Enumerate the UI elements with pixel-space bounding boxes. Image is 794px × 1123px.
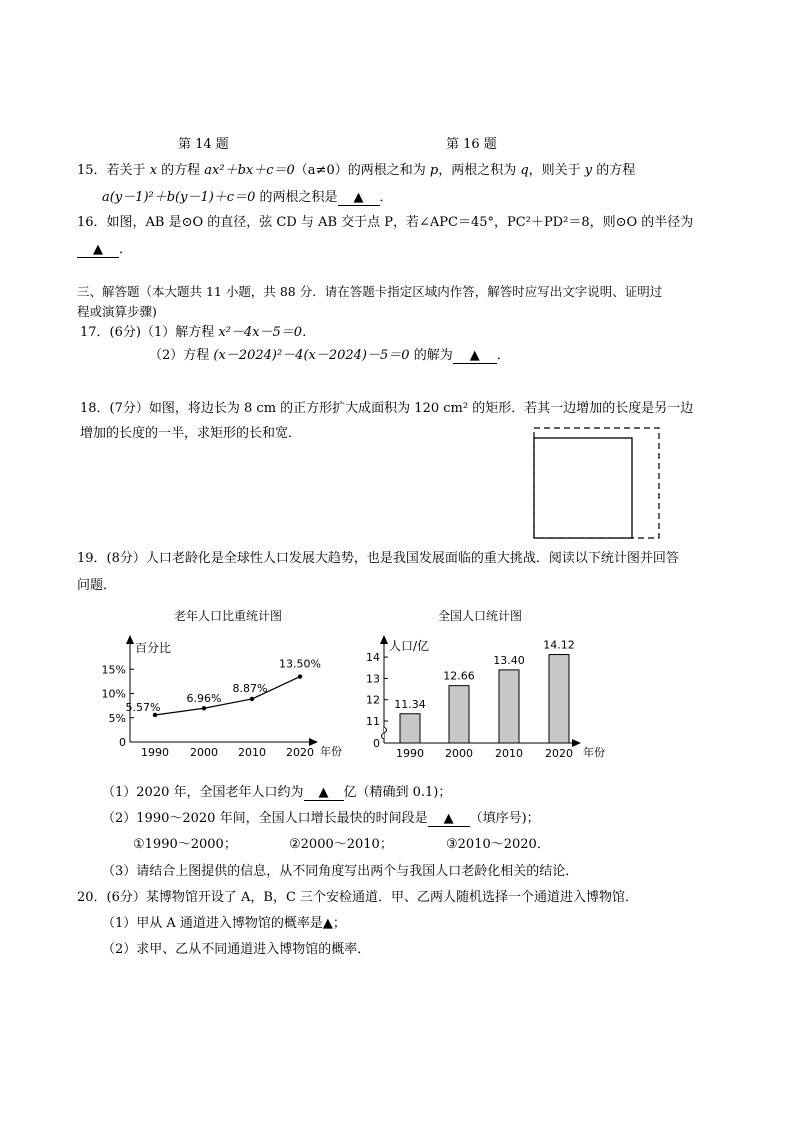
q17-equation-2: (x－2024)²－4(x－2024)－5＝0: [213, 348, 410, 363]
q19-option-3: ③2010～2020．: [446, 837, 550, 852]
q17-text: 的解为: [409, 348, 453, 363]
q17-part1: [80, 321, 315, 340]
q18-line2: 增加的长度的一半，求矩形的长和宽．: [80, 426, 302, 441]
q15-line2: [102, 186, 393, 206]
q17-part2: [149, 344, 510, 364]
q15-text: ，两根之积为: [438, 163, 521, 178]
chart1-data-label: 8.87%: [232, 681, 268, 695]
q15-var-q: q: [520, 163, 529, 178]
chart1-data-point: [298, 674, 302, 678]
q16-answer-blank[interactable]: ▲: [77, 242, 119, 258]
chart2-x-tick-label: 2000: [445, 747, 473, 760]
chart2-data-label: 12.66: [443, 669, 475, 683]
chart1-y-tick-label: 15%: [101, 663, 126, 677]
chart2-data-label: 14.12: [543, 638, 575, 652]
chart2-axis-break: [382, 727, 387, 739]
q15-var-x: x: [149, 163, 158, 178]
chart2-y-tick-label: 13: [366, 672, 380, 686]
section-3-heading-cont: 程或演算步骤): [77, 304, 157, 319]
chart2-x-tick-label: 1990: [396, 747, 424, 760]
q15-text: 的方程: [592, 163, 636, 178]
q15-line1: [77, 159, 635, 178]
chart2-x-arrow: [572, 739, 581, 747]
q19-sub1: [102, 781, 451, 801]
q19-sub1-text: （1）2020 年，全国老年人口约为: [102, 785, 304, 800]
chart1-x-arrow: [309, 738, 318, 746]
q15-text: 的方程: [157, 163, 205, 178]
chart2-title: 全国人口统计图: [437, 609, 523, 623]
q15-equation: ax²＋bx＋c＝0: [204, 163, 295, 178]
chart1-x-tick-label: 2000: [190, 746, 218, 759]
chart1-y-tick-label: 5%: [108, 711, 126, 725]
q19-sub2-blank[interactable]: ▲: [428, 811, 470, 827]
q19-sub3: （3）请结合上图提供的信息，从不同角度写出两个与我国人口老龄化相关的结论．: [102, 864, 579, 879]
q15-var-y: y: [584, 163, 593, 178]
chart1-x-label: 年份: [320, 745, 342, 758]
q17-equation-1: x²－4x－5＝0．: [218, 325, 316, 340]
q16-line1: 16．如图，AB 是⊙O 的直径，弦 CD 与 AB 交于点 P，若∠APC＝45°，PC²＋PD²＝8，则⊙O 的半径为: [77, 215, 694, 230]
q17-label: 17．(6分)（1）解方程: [80, 325, 219, 340]
chart1-data-point: [250, 697, 254, 701]
chart2-y-tick-label: 11: [366, 715, 380, 728]
q15-answer-blank[interactable]: ▲: [338, 190, 380, 206]
q18-square-figure: [528, 424, 668, 542]
q19-sub2: [102, 807, 540, 827]
elderly-ratio-line-chart: [90, 600, 355, 768]
q16-line2: [77, 238, 132, 258]
chart2-x-tick-label: 2010: [495, 747, 523, 760]
chart1-data-label: 13.50%: [279, 657, 321, 671]
q17-answer-blank[interactable]: ▲: [453, 348, 497, 364]
chart2-y-tick-label: 0: [373, 737, 380, 750]
caption-figure-16: 第 16 题: [446, 137, 497, 152]
chart2-bar: [449, 686, 469, 743]
q17-label-2: （2）方程: [149, 348, 214, 363]
q19-line2: 问题．: [77, 578, 117, 593]
q20-sub1: （1）甲从 A 通道进入博物馆的概率是▲；: [102, 916, 346, 931]
q15-end: ．: [379, 190, 393, 205]
chart2-y-arrow: [380, 635, 388, 644]
chart2-data-label: 13.40: [493, 653, 525, 667]
section-3-heading: 三、解答题（本大题共 11 小题，共 88 分．请在答题卡指定区域内作答，解答时应写出文字说明、证明过: [77, 284, 663, 299]
chart2-x-label: 年份: [583, 746, 605, 759]
chart2-y-tick-label: 14: [366, 651, 380, 665]
chart1-x-tick-label: 2020: [286, 746, 314, 759]
q15-text: 的两根之积是: [255, 190, 338, 205]
q15-var-p: p: [429, 163, 439, 178]
chart1-data-point: [202, 706, 206, 710]
q20-line1: 20．(6分）某博物馆开设了 A，B，C 三个安检通道．甲、乙两人随机选择一个通道进入博物馆．: [77, 890, 639, 905]
chart1-y-arrow: [126, 635, 134, 644]
q16-end: ．: [119, 242, 133, 257]
chart1-series-line: [155, 677, 300, 715]
q19-option-2: ②2000～2010；: [289, 837, 393, 852]
chart2-x-tick-label: 2020: [545, 747, 573, 760]
q15-condition: （a≠0）: [294, 163, 348, 178]
chart2-bar: [499, 670, 519, 743]
chart1-title: 老年人口比重统计图: [173, 609, 283, 623]
q15-text: 的两根之和为: [347, 163, 430, 178]
chart2-bar: [549, 655, 569, 743]
q17-end: ．: [496, 348, 510, 363]
q15-equation-2: a(y－1)²＋b(y－1)＋c＝0: [102, 190, 256, 205]
q19-option-1: ①1990～2000；: [133, 837, 237, 852]
chart2-bar: [400, 714, 420, 743]
chart2-y-tick-label: 12: [366, 693, 380, 707]
q19-sub1-text-2: 亿（精确到 0.1)；: [343, 785, 452, 800]
q18-square: [534, 438, 632, 538]
caption-figure-14: 第 14 题: [178, 137, 229, 152]
q18-line1: 18．(7分）如图，将边长为 8 cm 的正方形扩大成面积为 120 cm² 的矩形．若其一边增加的长度是另一边: [80, 401, 694, 416]
q20-sub2: （2）求甲、乙从不同通道进入博物馆的概率．: [102, 942, 371, 957]
chart1-x-tick-label: 1990: [141, 746, 169, 759]
chart2-y-label: 人口/亿: [389, 639, 430, 653]
chart1-y-tick-label: 0: [119, 736, 126, 749]
chart2-data-label: 11.34: [394, 697, 426, 711]
chart1-data-label: 6.96%: [186, 692, 222, 706]
q19-line1: 19．(8分）人口老龄化是全球性人口发展大趋势，也是我国发展面临的重大挑战．阅读以下统计图并回答: [77, 551, 679, 566]
q15-text: ，则关于: [528, 163, 585, 178]
population-bar-chart: [365, 600, 625, 768]
chart1-x-tick-label: 2010: [238, 746, 266, 759]
q19-sub2-text-2: （填序号)；: [469, 811, 540, 826]
q19-sub1-blank[interactable]: ▲: [304, 785, 344, 801]
q15-text: 15．若关于: [77, 163, 150, 178]
chart1-y-tick-label: 10%: [101, 687, 126, 701]
chart1-y-label: 百分比: [135, 641, 172, 655]
q19-sub2-text: （2）1990～2020 年间，全国人口增长最快的时间段是: [102, 811, 428, 826]
chart1-data-label: 5.57%: [125, 700, 161, 714]
